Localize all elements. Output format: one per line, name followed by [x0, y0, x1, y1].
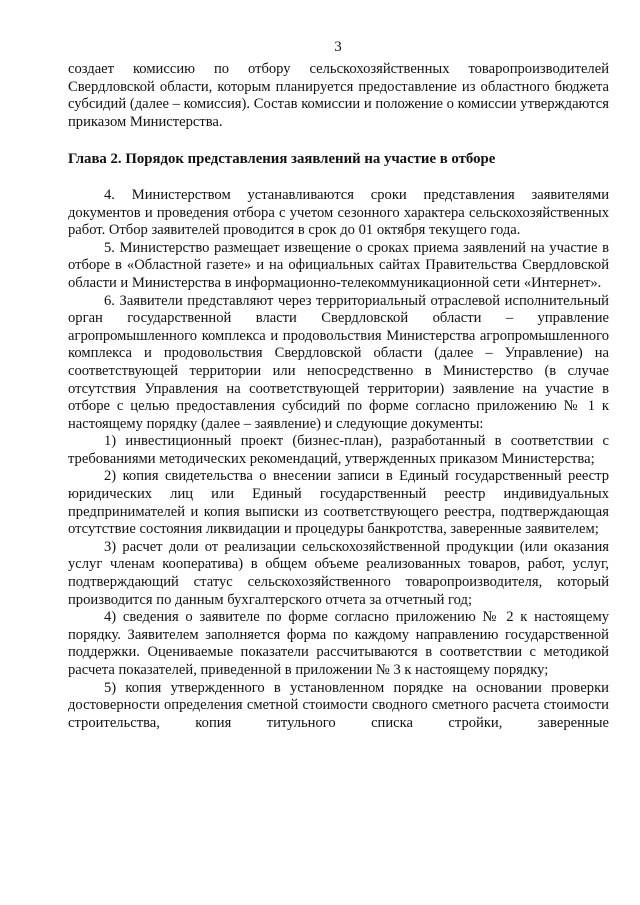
- chapter-heading: Глава 2. Порядок представления заявлений на участие в отборе: [68, 151, 496, 168]
- clause-4: 4. Министерством устанавливаются сроки представления заявителями документов и проведения отбора с учетом сезонного характера сельскохозяйственных работ. Отбор заявителей проводится в срок до 01 октября текущего года.: [68, 186, 609, 239]
- subitem-1: 1) инвестиционный проект (бизнес-план), разработанный в соответствии с требованиями методических рекомендаций, утвержденных приказом Министерства;: [68, 433, 609, 467]
- clause-5: 5. Министерство размещает извещение о сроках приема заявлений на участие в отборе в «Областной газете» и на официальных сайтах Правительства Свердловской области и Министерства в информационно-телекоммуникационной сети «Интернет».: [68, 239, 609, 291]
- document-body: [68, 61, 609, 732]
- subitem-2: 2) копия свидетельства о внесении записи в Единый государственный реестр юридических лиц или Единый государственный реестр индивидуальных предпринимателей и копия выписки из соответствующего реестра, подтверждающая отсутствие состояния ликвидации и процедуры банкротства, заверенные заявителем;: [68, 468, 609, 538]
- subitem-3: 3) расчет доли от реализации сельскохозяйственной продукции (или оказания услуг членам кооператива) в общем объеме реализованных товаров, работ, услуг, подтверждающий статус сельскохозяйственного товаропроизводителя, который производится по данным бухгалтерского отчета за отчетный год;: [68, 538, 609, 608]
- clause-6: 6. Заявители представляют через территориальный отраслевой исполнительный орган государственной власти Свердловской области – управление агропромышленного комплекса и продовольствия Министерства агропромышленного комплекса и продовольствия Свердловской области (далее – Управление) на соответствующей территории или непосредственно в Министерство (в случае отсутствия Управления на соответствующей территории) заявление на участие в отборе с целью предоставления субсидий по форме согласно приложению № 1 к настоящему порядку (далее – заявление) и следующие документы:: [68, 292, 609, 432]
- paragraph-intro-continuation: создает комиссию по отбору сельскохозяйственных товаропроизводителей Свердловской области, которым планируется предоставление из областного бюджета субсидий (далее – комиссия). Состав комиссии и положение о комиссии утверждаются приказом Министерства.: [68, 61, 609, 130]
- subitem-4: 4) сведения о заявителе по форме согласно приложению № 2 к настоящему порядку. Заявителем заполняется форма по каждому направлению государственной поддержки. Оцениваемые показатели рассчитываются в соответствии с методикой расчета показателей, приведенной в приложении № 3 к настоящему порядку;: [68, 609, 609, 678]
- page-number: 3: [334, 39, 342, 55]
- subitem-5: 5) копия утвержденного в установленном порядке на основании проверки достоверности определения сметной стоимости сводного сметного расчета стоимости строительства, копия титульного списка стройки, заверенные: [68, 679, 609, 731]
